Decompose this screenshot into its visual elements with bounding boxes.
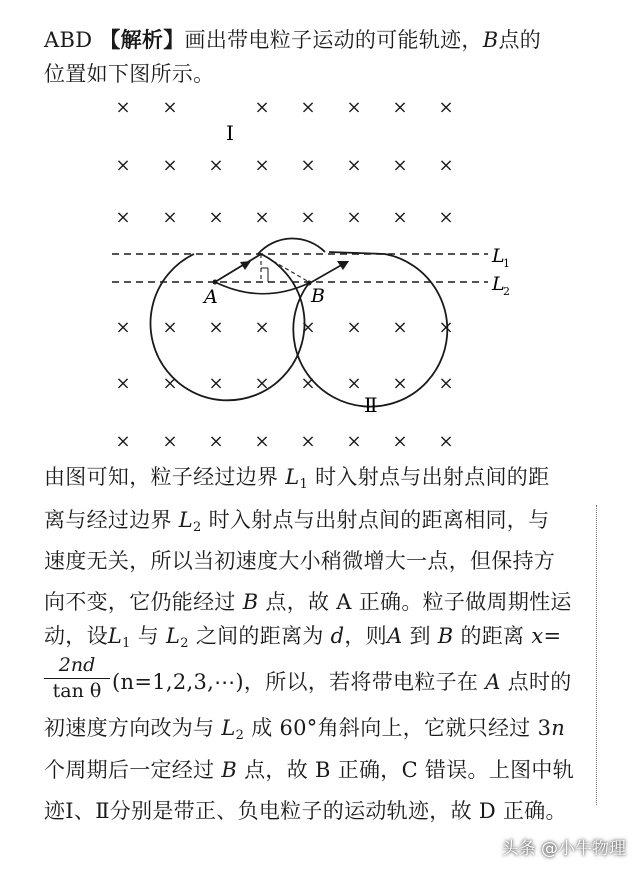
field-cross-icon: × [162, 207, 178, 228]
arrowhead-b [337, 261, 349, 270]
field-cross-icon: × [115, 317, 131, 338]
watermark: 头条 @小牛物理 [501, 839, 626, 859]
field-cross-icon: × [392, 207, 408, 228]
label-l2: L [492, 273, 505, 295]
field-cross-icon: × [346, 431, 362, 452]
field-cross-icon: × [438, 97, 454, 118]
field-cross-icon: × [162, 317, 178, 338]
field-cross-icon: × [346, 373, 362, 394]
field-cross-icon: × [208, 155, 224, 176]
fraction-numerator: 2nd [44, 653, 110, 679]
label-track-1: Ⅰ [226, 121, 234, 145]
distance-fraction [44, 653, 110, 703]
point-a [213, 280, 218, 285]
field-cross-icon: × [208, 207, 224, 228]
label-b: B [311, 285, 325, 307]
field-cross-icon: × [208, 317, 224, 338]
para-line-3: 速度无关，所以当初速度大小稍微增大一点，但保持方 [44, 549, 556, 573]
header-line-2: 位置如下图所示。 [44, 62, 215, 86]
field-cross-icon: × [115, 207, 131, 228]
trajectory-2 [293, 252, 447, 407]
para-line-1: 由图可知，粒子经过边界 $L_1$ 时入射点与出射点间的距 [44, 465, 550, 492]
para-line-9: 迹Ⅰ、Ⅱ分别是带正、负电粒子的运动轨迹，故 D 正确。 [44, 799, 567, 823]
para-line-8: 个周期后一定经过 B 点，故 B 正确，C 错误。上图中轨 [44, 758, 575, 782]
field-cross-icon: × [254, 317, 270, 338]
field-cross-icon: × [392, 431, 408, 452]
label-a: A [204, 286, 218, 308]
field-cross-icon: × [115, 155, 131, 176]
field-cross-icon: × [162, 97, 178, 118]
para-line-7: 初速度方向改为与 $L_2$ 成 60°角斜向上，它就只经过 3n [44, 716, 566, 743]
field-cross-icon: × [392, 317, 408, 338]
header-text-1: 画出带电粒子运动的可能轨迹， [184, 28, 483, 52]
para-line-6: (n=1,2,3,⋯)，所以，若将带电粒子在 A 点时的 [112, 670, 572, 694]
field-cross-icon: × [254, 373, 270, 394]
label-l1-sub: 1 [503, 257, 510, 270]
header-text-1-end: 点的 [498, 28, 542, 52]
field-cross-icon: × [115, 97, 131, 118]
para-line-2: 离与经过边界 $L_2$ 时入射点与出射点间的距离相同，与 [44, 508, 550, 535]
label-track-2: Ⅱ [364, 393, 378, 417]
field-cross-icon: × [300, 373, 316, 394]
field-cross-icon: × [438, 155, 454, 176]
field-cross-icon: × [346, 317, 362, 338]
field-cross-icon: × [438, 373, 454, 394]
field-cross-icon: × [438, 207, 454, 228]
field-cross-icon: × [300, 207, 316, 228]
field-cross-icon: × [300, 97, 316, 118]
field-cross-icon: × [300, 155, 316, 176]
margin-dotted-rule [596, 505, 597, 805]
field-cross-icon: × [162, 155, 178, 176]
field-cross-icon: × [300, 431, 316, 452]
fraction-denominator: tan θ [52, 680, 102, 702]
field-cross-icon: × [392, 97, 408, 118]
point-b-ref: B [482, 28, 499, 52]
field-cross-icon: × [346, 97, 362, 118]
field-cross-icon: × [438, 431, 454, 452]
label-l2-sub: 2 [503, 285, 510, 298]
velocity-arrow-b [310, 263, 345, 283]
label-l1: L [492, 245, 505, 267]
field-cross-icon: × [438, 317, 454, 338]
field-cross-icon: × [115, 431, 131, 452]
para-line-4: 向不变，它仍能经过 B 点，故 A 正确。粒子做周期性运 [44, 590, 572, 614]
field-cross-icon: × [254, 97, 270, 118]
field-cross-icon: × [300, 317, 316, 338]
field-cross-icon: × [254, 431, 270, 452]
field-cross-icon: × [254, 155, 270, 176]
field-cross-icon: × [208, 431, 224, 452]
field-cross-icon: × [254, 207, 270, 228]
field-cross-icon: × [115, 373, 131, 394]
field-cross-icon: × [162, 373, 178, 394]
analysis-tag: 【解析】 [99, 28, 185, 52]
field-cross-icon: × [346, 207, 362, 228]
field-cross-icon: × [392, 155, 408, 176]
answer-letters: ABD [44, 28, 93, 52]
field-cross-icon: × [392, 373, 408, 394]
para-line-5: 动，设$L_1$ 与 $L_2$ 之间的距离为 d，则A 到 B 的距离 x= [44, 624, 562, 651]
field-cross-icon: × [346, 155, 362, 176]
trajectory-arc-lower [215, 282, 309, 294]
trajectory-arc-middle [258, 238, 325, 254]
field-cross-icon: × [162, 431, 178, 452]
field-cross-icon: × [208, 373, 224, 394]
